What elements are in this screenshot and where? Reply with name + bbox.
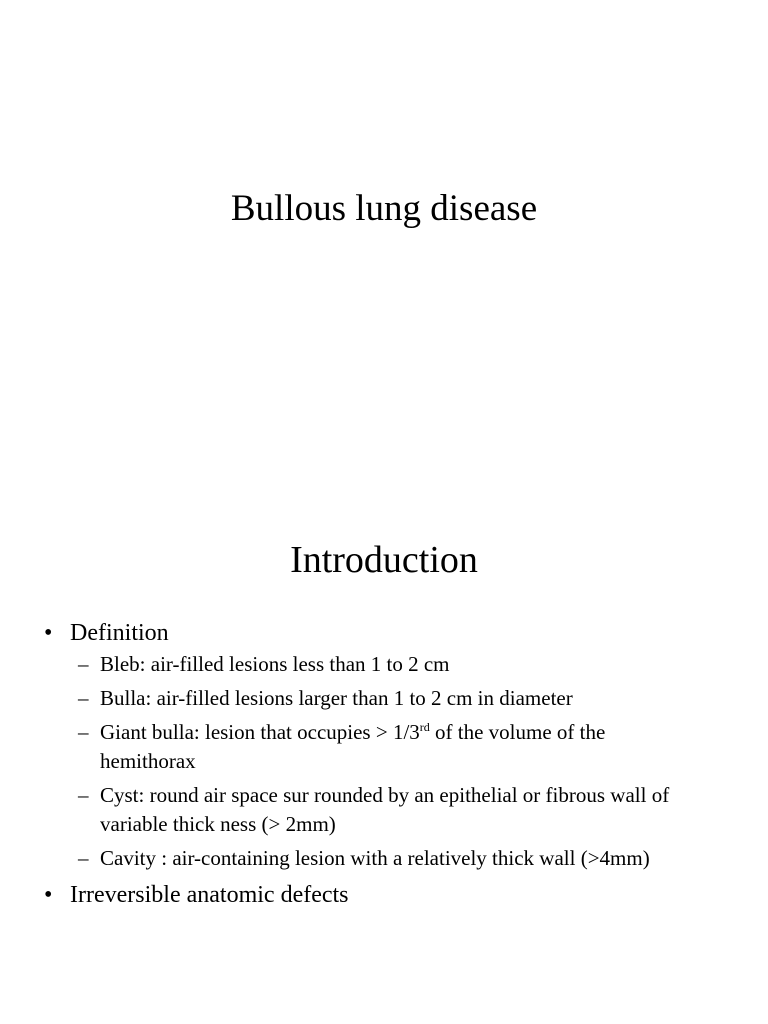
bullet-list (0, 616, 768, 912)
sub-item-bleb (0, 650, 690, 679)
bullet-dot-icon: • (44, 882, 53, 908)
sub-item-text-after: of the volume of the hemithorax (100, 720, 606, 773)
ordinal-superscript: rd (419, 720, 430, 734)
slide-1-title: Bullous lung disease (230, 188, 538, 229)
dash-icon: – (78, 846, 89, 870)
dash-icon: – (78, 783, 89, 807)
definition-sub-list (0, 650, 768, 873)
bullet-text: Definition (70, 620, 169, 646)
sub-item-text: Bulla: air-filled lesions larger than 1 to 2 cm in diameter (100, 686, 573, 710)
dash-icon: – (78, 686, 89, 710)
sub-item-text: Bleb: air-filled lesions less than 1 to 2 cm (100, 652, 450, 676)
dash-icon: – (78, 652, 89, 676)
bullet-definition (0, 616, 768, 650)
bullet-text: Irreversible anatomic defects (70, 882, 349, 908)
sub-item-bulla (0, 684, 690, 713)
dash-icon: – (78, 720, 89, 744)
sub-item-text: Cyst: round air space sur rounded by an epithelial or fibrous wall of variable thick ness (> 2mm) (100, 783, 670, 836)
sub-item-giant-bulla (0, 718, 690, 776)
sub-item-text-before: Giant bulla: lesion that occupies > 1/3 (100, 720, 420, 744)
sub-item-text: Cavity : air-containing lesion with a relatively thick wall (>4mm) (100, 846, 650, 870)
sub-item-cyst (0, 781, 690, 839)
sub-item-cavity (0, 844, 690, 873)
bullet-irreversible (0, 878, 768, 912)
slide-2-title: Introduction (290, 539, 478, 581)
bullet-dot-icon: • (44, 620, 53, 646)
sub-list-container (0, 650, 768, 873)
